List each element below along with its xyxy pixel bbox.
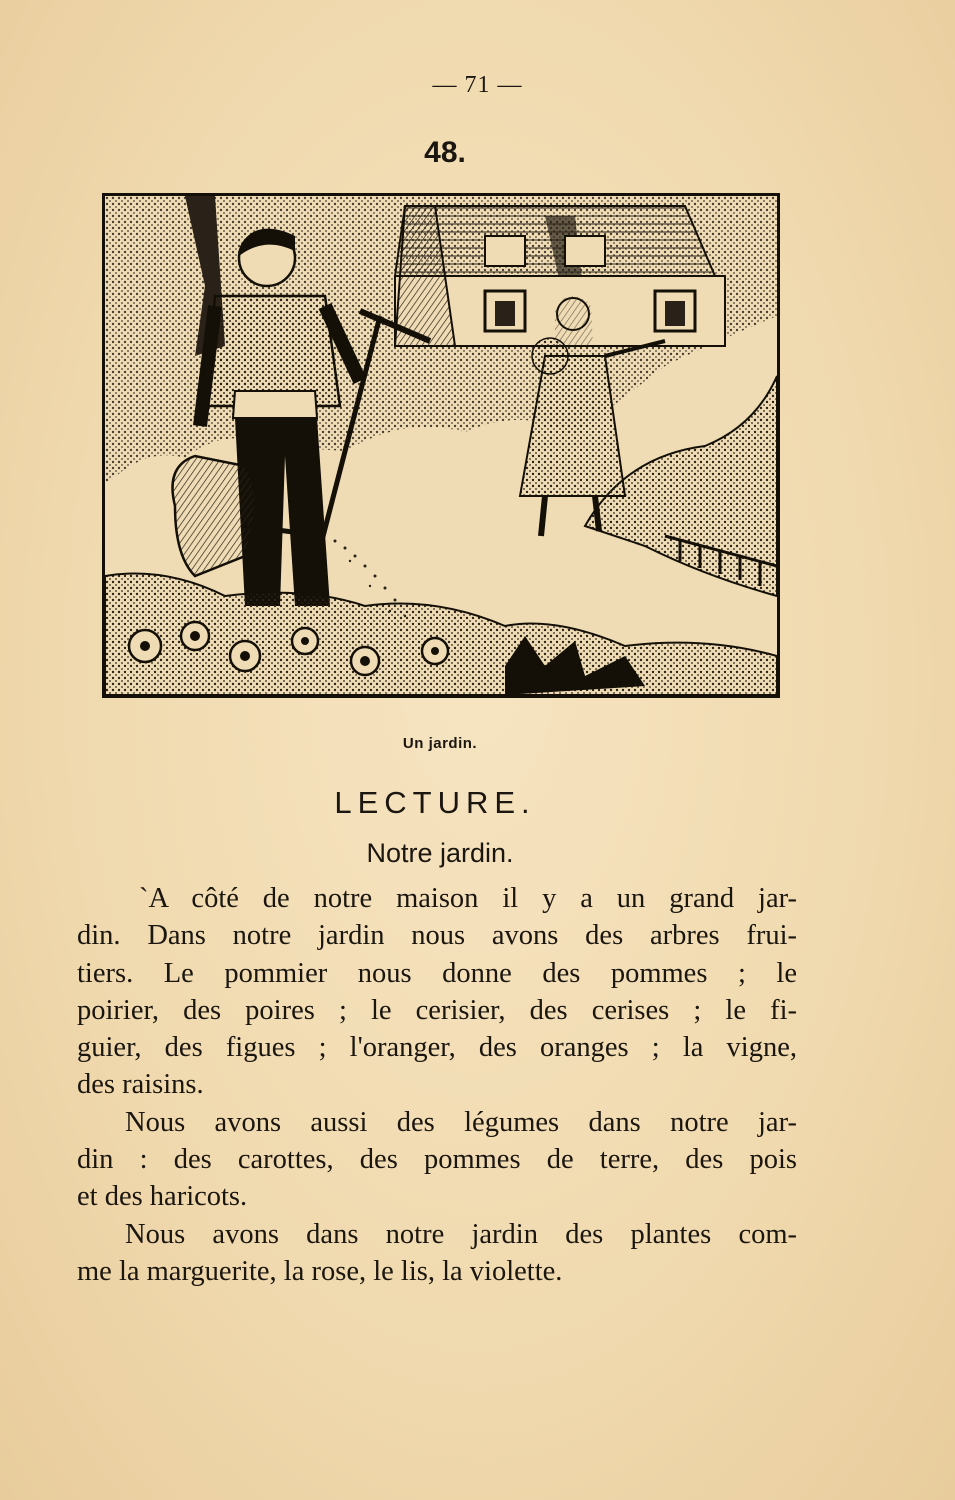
reading-text xyxy=(77,880,797,1290)
text-line: guier, des figues ; l'oranger, des oranges ; la vigne, xyxy=(77,1032,797,1064)
paragraph xyxy=(77,880,797,1104)
text-line: Nous avons dans notre jardin des plantes com- xyxy=(125,1218,797,1250)
paragraph xyxy=(77,1216,797,1291)
text-line: des raisins. xyxy=(77,1069,204,1101)
text-line: me la marguerite, la rose, le lis, la violette. xyxy=(77,1255,563,1287)
text-line: din : des carottes, des pommes de terre, des pois xyxy=(77,1144,797,1176)
paragraph xyxy=(77,1104,797,1216)
reading-title: Notre jardin. xyxy=(366,838,514,868)
text-line: Nous avons aussi des légumes dans notre jar- xyxy=(125,1106,797,1138)
page-number: — 71 — xyxy=(432,72,523,98)
text-line: et des haricots. xyxy=(77,1181,248,1213)
text-line: `A côté de notre maison il y a un grand jar- xyxy=(139,883,797,914)
text-line: tiers. Le pommier nous donne des pommes ; le xyxy=(77,957,797,989)
text-line: poirier, des poires ; le cerisier, des cerises ; le fi- xyxy=(77,994,797,1026)
garden-drawing xyxy=(105,196,777,695)
section-heading: LECTURE. xyxy=(334,785,536,820)
garden-illustration xyxy=(102,193,780,698)
figure-caption: Un jardin. xyxy=(402,735,478,752)
lesson-number: 48. xyxy=(424,136,466,169)
text-line: din. Dans notre jardin nous avons des arbres frui- xyxy=(77,920,797,952)
